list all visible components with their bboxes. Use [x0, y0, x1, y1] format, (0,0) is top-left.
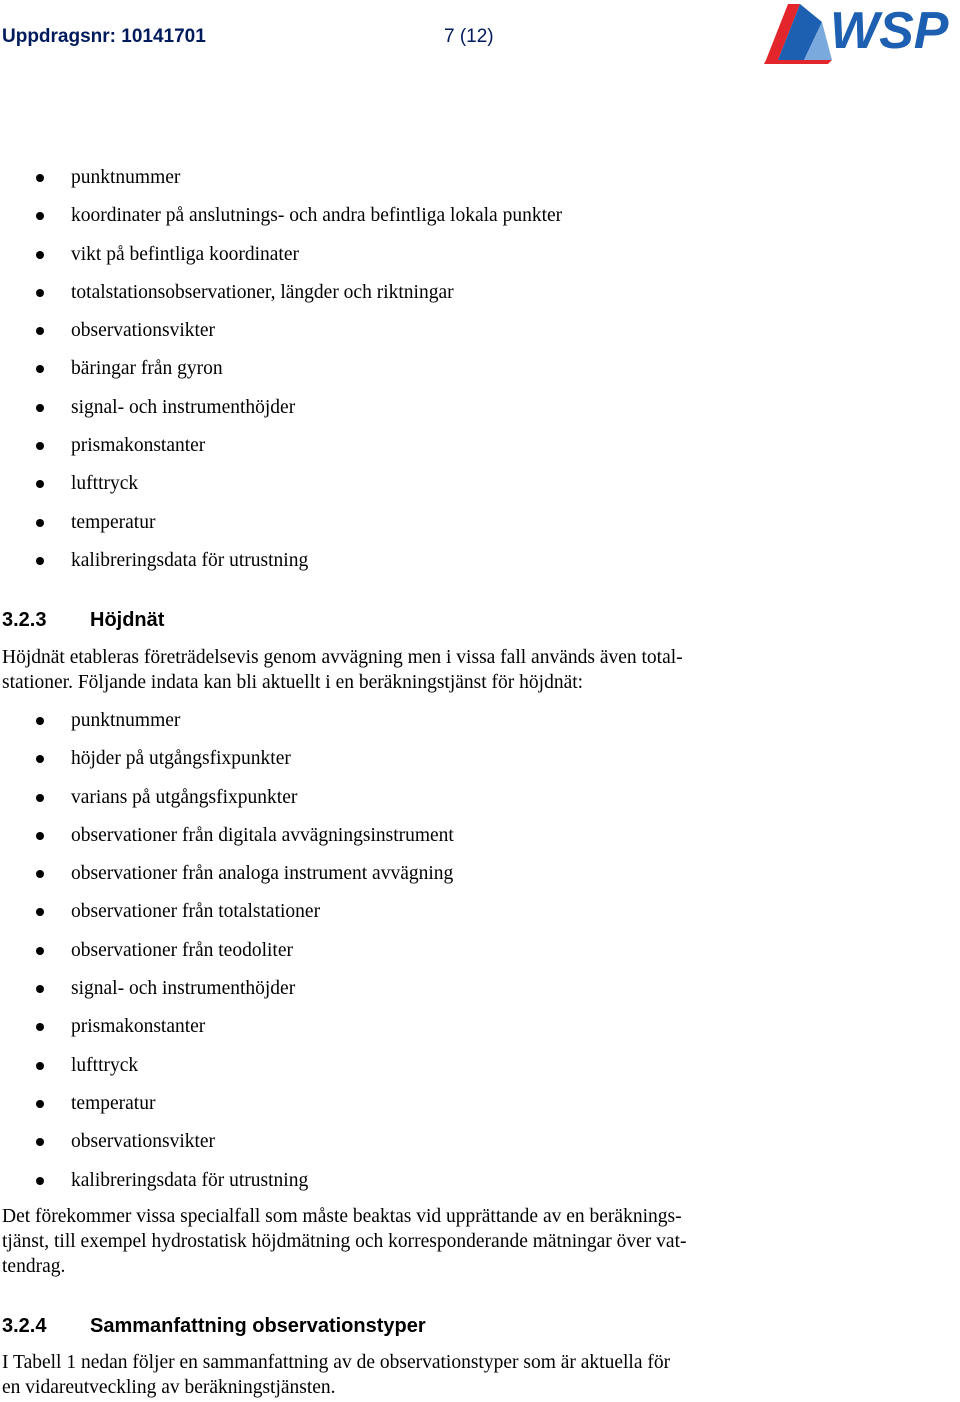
bullet-icon — [36, 1100, 44, 1108]
bullet-icon — [36, 1138, 44, 1146]
bullet-icon — [36, 365, 44, 373]
list-item — [0, 1015, 454, 1053]
list-item — [0, 824, 454, 862]
section-title: Sammanfattning observationstyper — [90, 1315, 426, 1337]
paragraph-line: Höjdnät etableras företrädelsevis genom avvägning men i vissa fall används även total- — [2, 647, 683, 668]
assignment-number: Uppdragsnr: 10141701 — [2, 26, 206, 47]
list-item-text: kalibreringsdata för utrustning — [71, 1169, 309, 1191]
bullet-icon — [36, 212, 44, 220]
bullet-icon — [36, 251, 44, 259]
list-item-text: koordinater på anslutnings- och andra befintliga lokala punkter — [71, 205, 563, 227]
paragraph-line: tendrag. — [2, 1256, 66, 1277]
bullet-icon — [36, 870, 44, 878]
bullet-icon — [36, 289, 44, 297]
bullet-icon — [36, 908, 44, 916]
bullet-icon — [36, 1023, 44, 1031]
list-item-text: temperatur — [71, 511, 156, 533]
section-heading-323 — [2, 608, 164, 632]
list-item-text: punktnummer — [71, 710, 181, 731]
logo-text: WSP — [830, 2, 949, 60]
list-item — [0, 434, 562, 472]
list-item-text: temperatur — [71, 1092, 156, 1114]
list-item-text: kalibreringsdata för utrustning — [71, 549, 309, 571]
bullet-icon — [36, 717, 44, 725]
paragraph-line: Det förekommer vissa specialfall som måste beaktas vid upprättande av en beräknings- — [2, 1206, 682, 1227]
list-item-text: höjder på utgångsfixpunkter — [71, 748, 291, 770]
list-item — [0, 977, 454, 1015]
list-item — [0, 709, 454, 747]
bullet-icon — [36, 1062, 44, 1070]
bullet-icon — [36, 442, 44, 450]
list-item-text: vikt på befintliga koordinater — [71, 243, 299, 265]
bullet-icon — [36, 755, 44, 763]
list-item — [0, 1169, 454, 1207]
list-item — [0, 357, 562, 395]
list-item-text: bäringar från gyron — [71, 358, 223, 380]
list-item-text: punktnummer — [71, 167, 181, 188]
bullet-icon — [36, 404, 44, 412]
list-item-text: totalstationsobservationer, längder och riktningar — [71, 281, 454, 303]
paragraph-line: stationer. Följande indata kan bli aktuellt i en beräkningstjänst för höjdnät: — [2, 672, 584, 693]
section-title: Höjdnät — [90, 609, 165, 631]
page-header — [0, 0, 960, 70]
paragraph-line: en vidareutveckling av beräkningstjänsten. — [2, 1377, 336, 1398]
list-item-text: observationer från teodoliter — [71, 939, 293, 961]
paragraph-line: tjänst, till exempel hydrostatisk höjdmätning och korresponderande mätningar över vat- — [2, 1231, 687, 1252]
list-item — [0, 900, 454, 938]
wsp-logo — [760, 0, 960, 64]
observation-list-height — [0, 709, 454, 1207]
bullet-icon — [36, 557, 44, 565]
list-item-text: prismakonstanter — [71, 1016, 206, 1038]
bullet-icon — [36, 480, 44, 488]
list-item — [0, 166, 562, 204]
list-item — [0, 243, 562, 281]
bullet-icon — [36, 519, 44, 527]
list-item — [0, 747, 454, 785]
bullet-icon — [36, 794, 44, 802]
list-item — [0, 862, 454, 900]
observation-list-planar — [0, 166, 562, 587]
list-item-text: lufttryck — [71, 473, 139, 495]
bullet-icon — [36, 327, 44, 335]
section-number: 3.2.4 — [2, 1315, 47, 1337]
special-cases-paragraph — [2, 1204, 762, 1279]
list-item-text: prismakonstanter — [71, 435, 206, 457]
list-item — [0, 472, 562, 510]
list-item — [0, 396, 562, 434]
list-item — [0, 319, 562, 357]
paragraph-line: I Tabell 1 nedan följer en sammanfattning av de observationstyper som är aktuella för — [2, 1352, 671, 1373]
list-item-text: varians på utgångsfixpunkter — [71, 786, 298, 808]
list-item-text: observationer från analoga instrument avvägning — [71, 863, 454, 885]
section-324-paragraph — [2, 1350, 762, 1400]
list-item-text: signal- och instrumenthöjder — [71, 978, 296, 1000]
section-number: 3.2.3 — [2, 609, 47, 631]
list-item — [0, 1092, 454, 1130]
list-item — [0, 1054, 454, 1092]
list-item — [0, 1130, 454, 1168]
bullet-icon — [36, 832, 44, 840]
list-item — [0, 786, 454, 824]
section-323-paragraph — [2, 645, 762, 695]
list-item-text: lufttryck — [71, 1054, 139, 1076]
list-item — [0, 204, 562, 242]
list-item-text: signal- och instrumenthöjder — [71, 396, 296, 418]
bullet-icon — [36, 1177, 44, 1185]
list-item-text: observationsvikter — [71, 320, 216, 342]
list-item — [0, 511, 562, 549]
page-number: 7 (12) — [444, 26, 494, 47]
section-heading-324 — [2, 1314, 426, 1338]
list-item — [0, 549, 562, 587]
list-item — [0, 281, 562, 319]
list-item-text: observationsvikter — [71, 1131, 216, 1153]
list-item — [0, 939, 454, 977]
bullet-icon — [36, 174, 44, 182]
list-item-text: observationer från totalstationer — [71, 901, 321, 923]
bullet-icon — [36, 947, 44, 955]
list-item-text: observationer från digitala avvägningsinstrument — [71, 824, 454, 846]
bullet-icon — [36, 985, 44, 993]
